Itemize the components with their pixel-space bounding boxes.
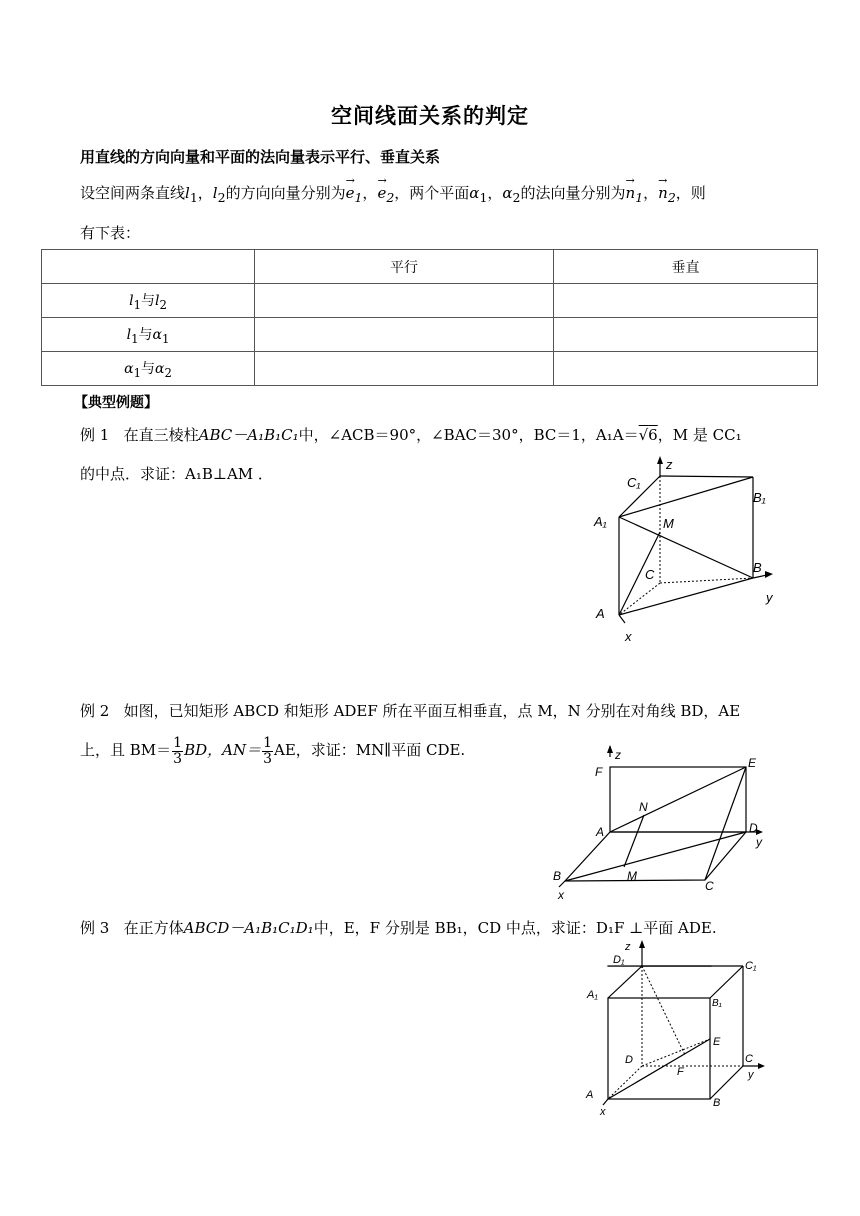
label-y: y: [756, 835, 762, 849]
vector-n2: → $n_2$: [658, 183, 676, 208]
vector-e1: → $e_1$: [346, 183, 363, 208]
axis-z-arrow: [639, 940, 645, 948]
example1-line2: 的中点．求证：A₁B⊥AM ．: [80, 465, 273, 483]
edge-ca-hidden: [619, 583, 660, 615]
prism-figure: [585, 455, 785, 650]
label-e: E: [748, 756, 757, 770]
label-m: M: [663, 516, 674, 531]
edge-c1b1: [710, 966, 743, 998]
segment-ae: [608, 1039, 710, 1099]
fraction-one-third: $\frac{1}{3}$: [263, 734, 273, 767]
fraction-one-third: $\frac{1}{3}$: [173, 734, 183, 767]
axis-y-arrow: [758, 1063, 765, 1069]
table-row: [42, 318, 818, 352]
table-cell: [255, 318, 554, 352]
row-label-alpha1-alpha2: $\alpha_1$与$\alpha_2$: [42, 352, 255, 386]
label-c1: C₁: [745, 960, 757, 972]
axis-x: [619, 615, 625, 623]
rectangles-figure: [545, 745, 775, 905]
segment-d1f-hidden: [642, 966, 685, 1055]
label-d1: D₁: [613, 954, 625, 966]
label-a: A: [596, 606, 605, 621]
intro-paragraph: 设空间两条直线$l_1$，$l_2$的方向向量分别为→ $e_1$，→ $e_2$，两个平面$\alpha_1$，$\alpha_2$的法向量分别为→ $n_1$，→ $n_2$，则: [80, 183, 706, 208]
label-f: F: [677, 1066, 684, 1078]
label-f: F: [595, 765, 603, 779]
label-d: D: [749, 821, 758, 835]
table-cell: [554, 352, 818, 386]
label-z: z: [625, 941, 631, 953]
table-cell: [554, 318, 818, 352]
label-a: A: [586, 1089, 594, 1101]
table-row: [42, 352, 818, 386]
label-e: E: [713, 1036, 721, 1048]
label-a: A: [596, 825, 605, 839]
segment-mn: [624, 815, 644, 867]
label-b1: B₁: [753, 490, 766, 505]
table-header-parallel: 平行: [255, 250, 554, 284]
label-x: x: [625, 629, 632, 644]
intro-line2: 有下表：: [80, 224, 141, 242]
diag-bd: [565, 832, 746, 881]
axis-z-arrow: [657, 456, 663, 464]
label-y: y: [748, 1069, 754, 1081]
table-row: [42, 284, 818, 318]
row-label-l1-l2: $l_1$与$l_2$: [42, 284, 255, 318]
label-z: z: [666, 457, 673, 472]
label-m: M: [627, 869, 637, 883]
table-cell: [255, 352, 554, 386]
example2-line2: 上，且 BM＝ $\frac{1}{3}$ BD，AN＝ $\frac{1}{3}$ AE，求证：MN∥平面 CDE.: [80, 734, 466, 767]
label-n: N: [639, 800, 648, 814]
label-x: x: [558, 888, 564, 902]
label-a1: A₁: [587, 989, 598, 1001]
table-header-cell: [42, 250, 255, 284]
edge-c1b1: [660, 476, 753, 477]
label-c: C: [645, 567, 655, 582]
segment-a1b: [619, 517, 753, 578]
label-c1: C₁: [627, 475, 641, 490]
edge-ab: [619, 578, 753, 615]
table-cell: [554, 284, 818, 318]
vector-e2: → $e_2$: [377, 183, 394, 208]
axis-x: [603, 1099, 608, 1105]
cube-figure: [580, 938, 780, 1123]
axis-z-arrow: [607, 745, 613, 753]
label-c: C: [705, 879, 714, 893]
table-header-row: [42, 250, 818, 284]
label-b: B: [713, 1097, 721, 1109]
segment-de-hidden: [642, 1039, 710, 1066]
axis-y: [753, 575, 767, 578]
label-b: B: [753, 560, 762, 575]
label-y: y: [766, 590, 773, 605]
label-c: C: [745, 1053, 753, 1065]
label-a1: A₁: [594, 514, 607, 529]
example1-line1: 例 1 在直三棱柱ABC－A₁B₁C₁中，∠ACB＝90°，∠BAC＝30°，BC＝1，A₁A＝√6，M 是 CC₁: [80, 426, 742, 444]
label-b1: B₁: [712, 998, 722, 1009]
label-z: z: [615, 748, 621, 762]
label-x: x: [600, 1106, 606, 1118]
example3-line1: 例 3 在正方体ABCD－A₁B₁C₁D₁中，E，F 分别是 BB₁，CD 中点，求证：D₁F ⊥平面 ADE.: [80, 919, 717, 937]
table-header-perpendicular: 垂直: [554, 250, 818, 284]
edge-d1a1: [608, 966, 642, 998]
section-subtitle: 用直线的方向向量和平面的法向量表示平行、垂直关系: [80, 148, 441, 166]
table-cell: [255, 284, 554, 318]
vector-n1: → $n_1$: [626, 183, 644, 208]
label-b: B: [553, 869, 562, 883]
relation-table: [41, 249, 818, 386]
axis-y-arrow: [765, 571, 773, 578]
edge-cb: [710, 1066, 743, 1099]
example2-line1: 例 2 如图，已知矩形 ABCD 和矩形 ADEF 所在平面互相垂直，点 M，N 分别在对角线 BD，AE: [80, 702, 741, 720]
typical-heading: 【典型例题】: [74, 395, 158, 411]
row-label-l1-alpha1: $l_1$与$\alpha_1$: [42, 318, 255, 352]
label-d: D: [625, 1054, 633, 1066]
page-title: 空间线面关系的判定: [331, 104, 529, 128]
